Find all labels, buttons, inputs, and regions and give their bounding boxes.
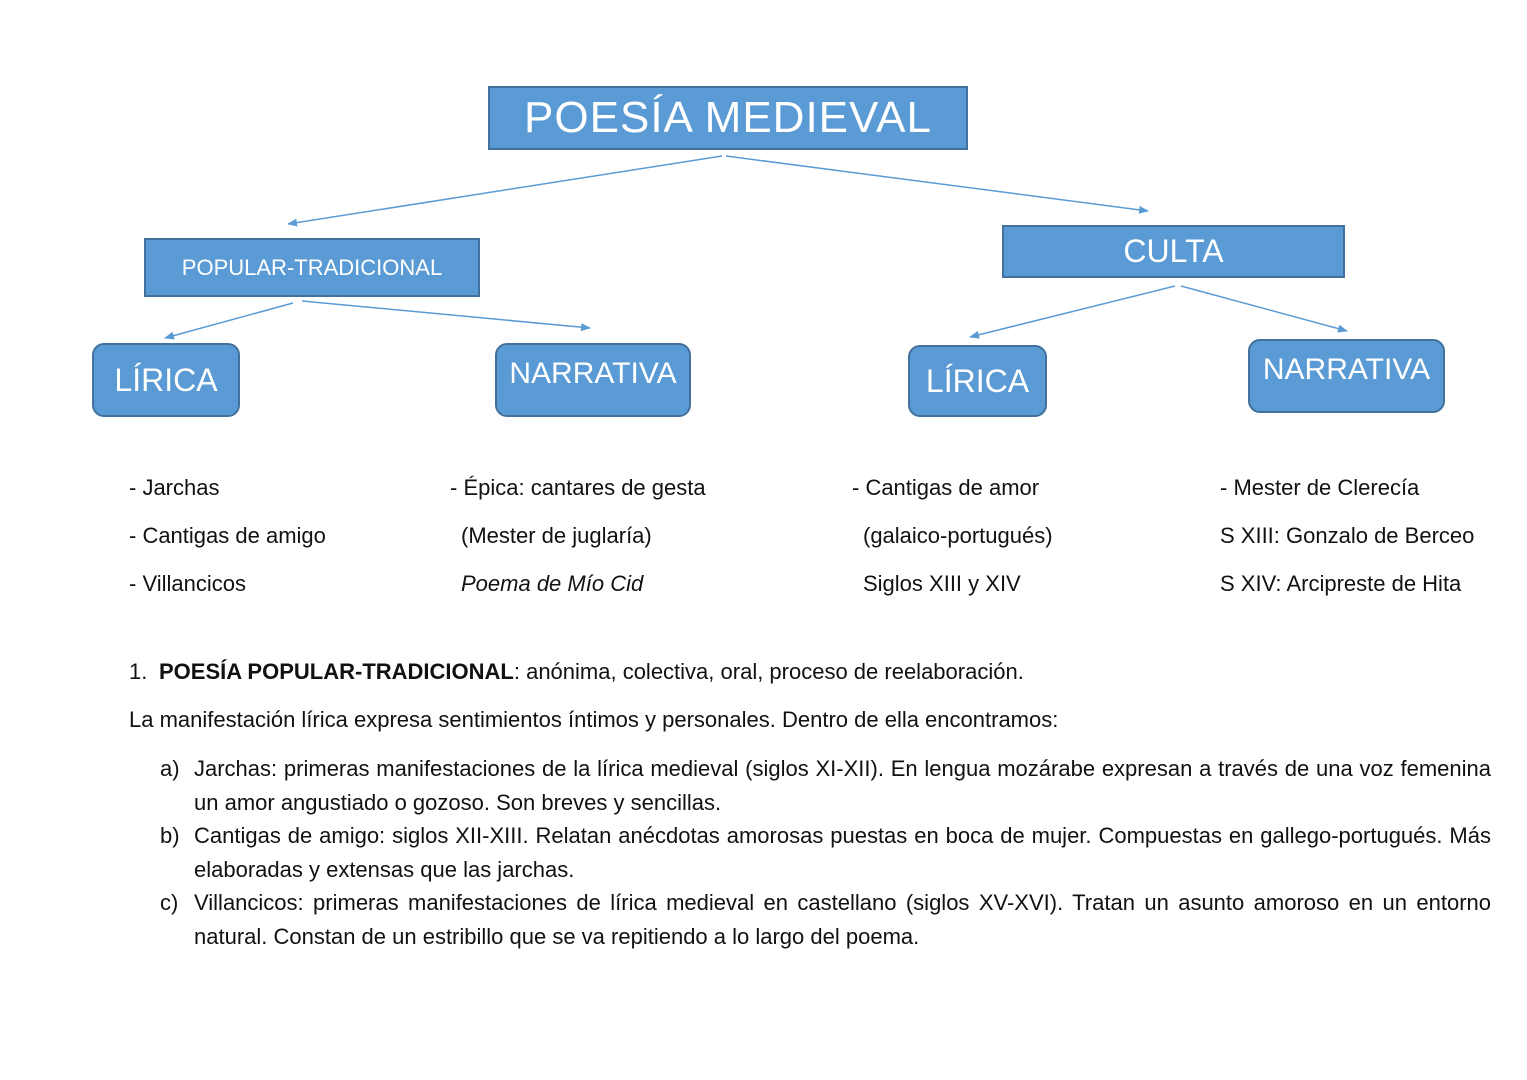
section-title: POESÍA POPULAR-TRADICIONAL: [159, 659, 514, 684]
arrow-popular-to-narrativa: [302, 301, 590, 328]
culta-node-label: CULTA: [1123, 233, 1224, 269]
arrow-culta-to-narrativa: [1181, 286, 1347, 331]
list-item: - Cantigas de amigo: [129, 523, 326, 548]
arrow-popular-to-lirica: [165, 303, 293, 338]
list-marker: a): [160, 756, 180, 781]
column-culta-narrativa: [1220, 464, 1474, 608]
column-popular-narrativa: [450, 464, 706, 608]
list-item: S XIII: Gonzalo de Berceo: [1220, 523, 1475, 548]
node-popular-narrativa: [495, 343, 691, 417]
list-item: (galaico-portugués): [863, 523, 1053, 548]
column-popular-lirica: [129, 464, 326, 608]
list-item-villancicos: [160, 886, 1491, 953]
section-heading: [129, 655, 1491, 689]
list-item: - Épica: cantares de gesta: [450, 475, 706, 500]
list-item-text: Cantigas de amigo: siglos XII-XIII. Relatan anécdotas amorosas puestas en boca de mujer. Compuestas en gallego-portugués. Más elaboradas y extensas que las jarchas.: [194, 823, 1491, 882]
list-item: S XIV: Arcipreste de Hita: [1220, 571, 1462, 596]
root-node-label: POESÍA MEDIEVAL: [524, 93, 932, 142]
node-culta-narrativa: [1248, 339, 1445, 413]
section-title-rest: : anónima, colectiva, oral, proceso de reelaboración.: [513, 659, 1024, 684]
culta-lirica-label: LÍRICA: [925, 362, 1030, 399]
column-culta-lirica: [852, 464, 1053, 608]
list-item: - Villancicos: [129, 571, 246, 596]
list-item: - Mester de Clerecía: [1220, 475, 1420, 500]
list-item-jarchas: [160, 752, 1491, 819]
list-item: Siglos XIII y XIV: [863, 571, 1021, 596]
popular-narrativa-label: NARRATIVA: [509, 357, 677, 390]
popular-node-label: POPULAR-TRADICIONAL: [181, 254, 443, 280]
list-item-text: Jarchas: primeras manifestaciones de la lírica medieval (siglos XI-XII). En lengua mozárabe expresan a través de una voz femenina un amor angustiado o gozoso. Son breves y sencillas.: [194, 756, 1491, 815]
list-item: - Jarchas: [129, 475, 220, 500]
list-marker: c): [160, 890, 179, 915]
culta-narrativa-label: NARRATIVA: [1262, 353, 1431, 386]
arrow-root-to-popular: [288, 156, 722, 224]
section-intro: La manifestación lírica expresa sentimientos íntimos y personales. Dentro de ella encontramos:: [129, 707, 1059, 732]
node-culta-lirica: [908, 345, 1047, 417]
node-popular-lirica: [92, 343, 240, 417]
list-item-title: Poema de Mío Cid: [461, 571, 644, 596]
node-culta: [1002, 225, 1345, 278]
section-number: 1.: [129, 659, 148, 684]
lyric-types-list: [160, 752, 1491, 953]
list-item-cantigas: [160, 819, 1491, 886]
root-node-poesia-medieval: [488, 86, 968, 150]
arrow-root-to-culta: [726, 156, 1148, 211]
list-item: - Cantigas de amor: [852, 475, 1040, 500]
list-item-text: Villancicos: primeras manifestaciones de lírica medieval en castellano (siglos XV-XVI). Tratan un asunto amoroso en un entorno natural. Constan de un estribillo que se va repitiendo a lo largo del poema.: [194, 890, 1491, 949]
list-marker: b): [160, 823, 180, 848]
list-item: (Mester de juglaría): [461, 523, 652, 548]
arrow-culta-to-lirica: [970, 286, 1175, 337]
popular-lirica-label: LÍRICA: [114, 361, 218, 398]
node-popular-tradicional: [144, 238, 480, 297]
